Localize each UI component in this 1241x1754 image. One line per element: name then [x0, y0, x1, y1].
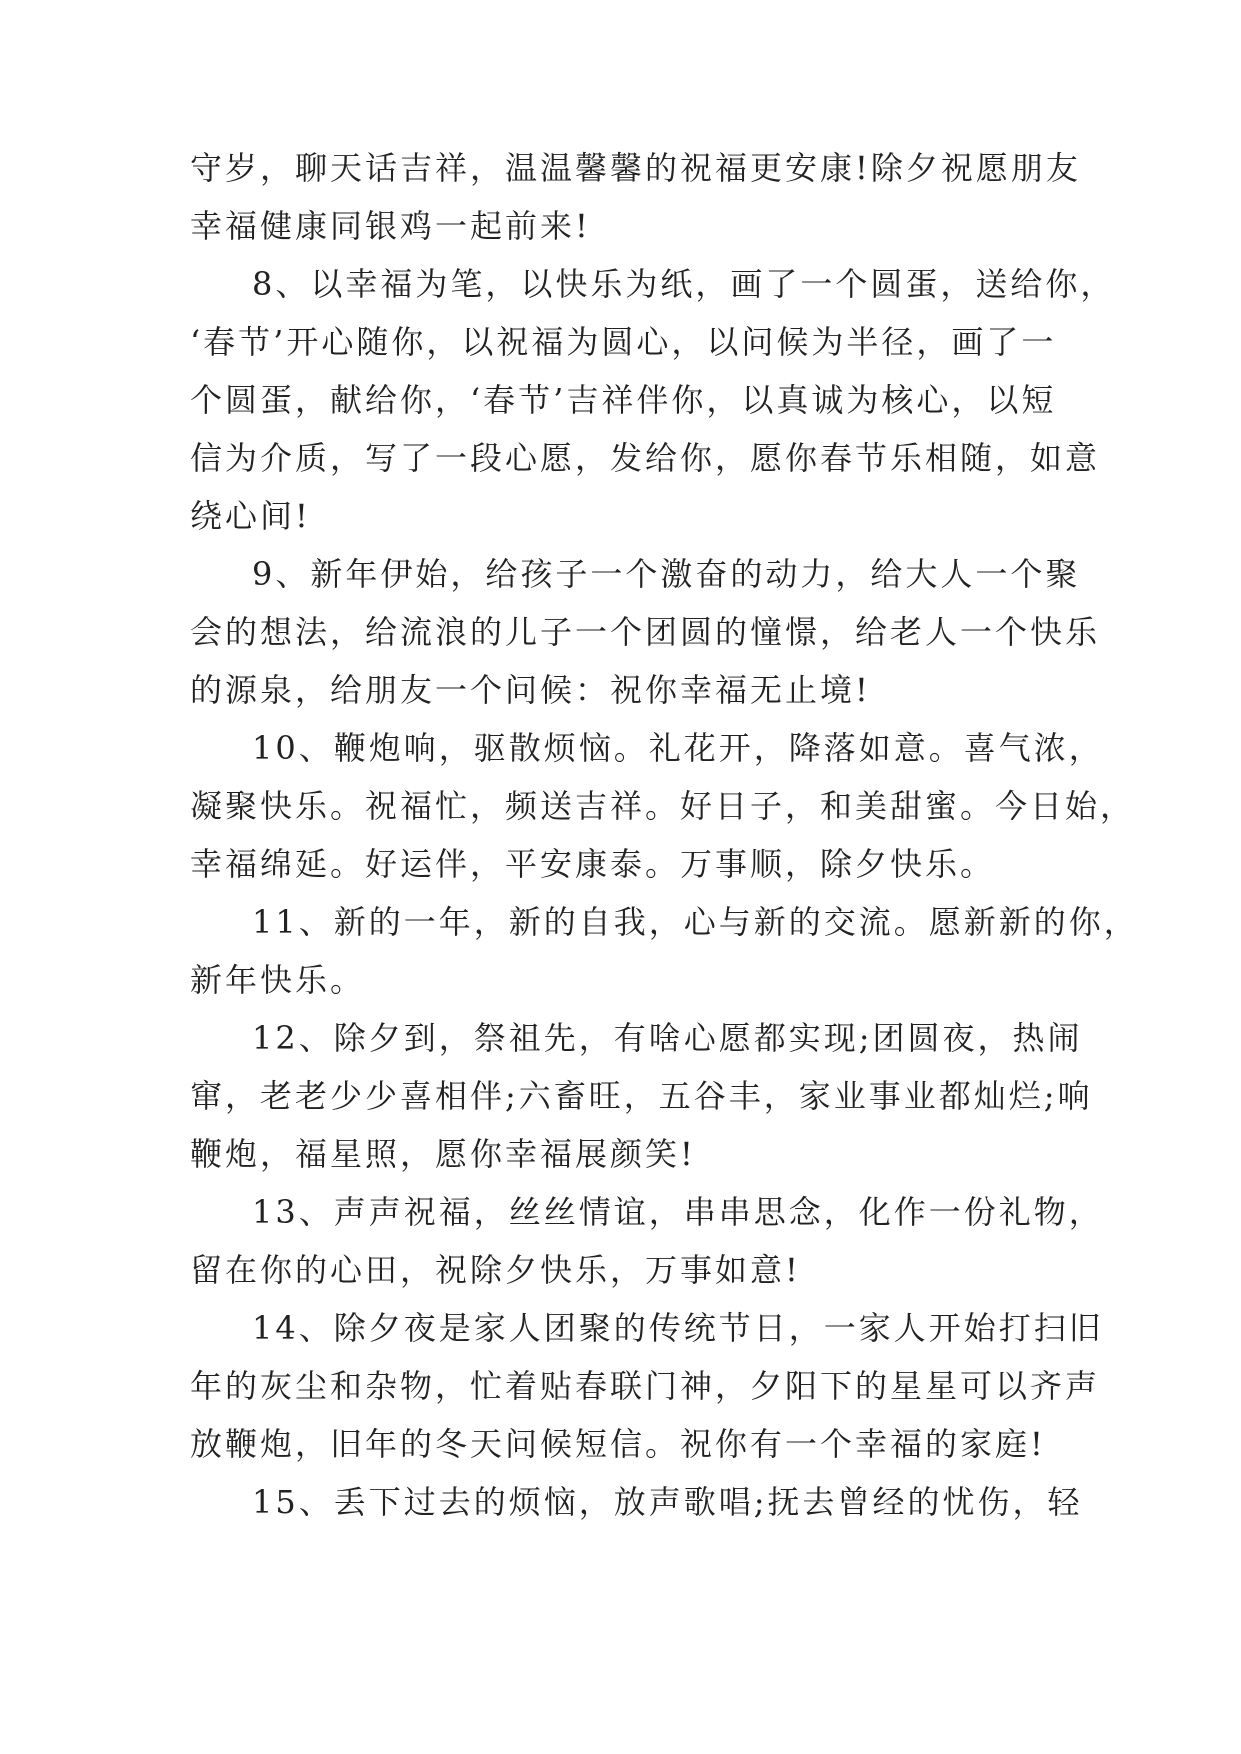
text-line: 会的想法，给流浪的儿子一个团圆的憧憬，给老人一个快乐: [190, 613, 1101, 651]
text-line: 窜，老老少少喜相伴;六畜旺，五谷丰，家业事业都灿烂;响: [190, 1077, 1093, 1115]
text-line: 个圆蛋，献给你，‘春节’吉祥伴你，以真诚为核心，以短: [190, 381, 1057, 419]
text-line: 守岁，聊天话吉祥，温温馨馨的祝福更安康!除夕祝愿朋友: [190, 149, 1081, 187]
text-line: 9、新年伊始，给孩子一个激奋的动力，给大人一个聚: [252, 555, 1081, 593]
text-line: 14、除夕夜是家人团聚的传统节日，一家人开始打扫旧: [252, 1309, 1104, 1347]
text-line: 11、新的一年，新的自我，心与新的交流。愿新新的你，: [252, 903, 1139, 941]
text-line: 年的灰尘和杂物，忙着贴春联门神，夕阳下的星星可以齐声: [190, 1367, 1101, 1405]
text-line: 幸福健康同银鸡一起前来!: [190, 207, 591, 245]
text-line: 13、声声祝福，丝丝情谊，串串思念，化作一份礼物，: [252, 1193, 1104, 1231]
text-line: 新年快乐。: [190, 961, 366, 999]
text-line: 幸福绵延。好运伴，平安康泰。万事顺，除夕快乐。: [190, 845, 996, 883]
text-line: 10、鞭炮响，驱散烦恼。礼花开，降落如意。喜气浓，: [252, 729, 1104, 767]
text-line: ‘春节’开心随你，以祝福为圆心，以问候为半径，画了一: [190, 323, 1057, 361]
text-line: 绕心间!: [190, 497, 311, 535]
text-line: 鞭炮，福星照，愿你幸福展颜笑!: [190, 1135, 696, 1173]
text-line: 凝聚快乐。祝福忙，频送吉祥。好日子，和美甜蜜。今日始，: [190, 787, 1136, 825]
text-line: 放鞭炮，旧年的冬天问候短信。祝你有一个幸福的家庭!: [190, 1425, 1046, 1463]
text-line: 的源泉，给朋友一个问候：祝你幸福无止境!: [190, 671, 871, 709]
text-line: 信为介质，写了一段心愿，发给你，愿你春节乐相随，如意: [190, 439, 1101, 477]
text-line: 留在你的心田，祝除夕快乐，万事如意!: [190, 1251, 801, 1289]
text-line: 8、以幸福为笔，以快乐为纸，画了一个圆蛋，送给你，: [252, 265, 1116, 303]
text-line: 12、除夕到，祭祖先，有啥心愿都实现;团圆夜，热闹: [252, 1019, 1083, 1057]
text-line: 15、丢下过去的烦恼，放声歌唱;抚去曾经的忧伤，轻: [252, 1483, 1083, 1521]
